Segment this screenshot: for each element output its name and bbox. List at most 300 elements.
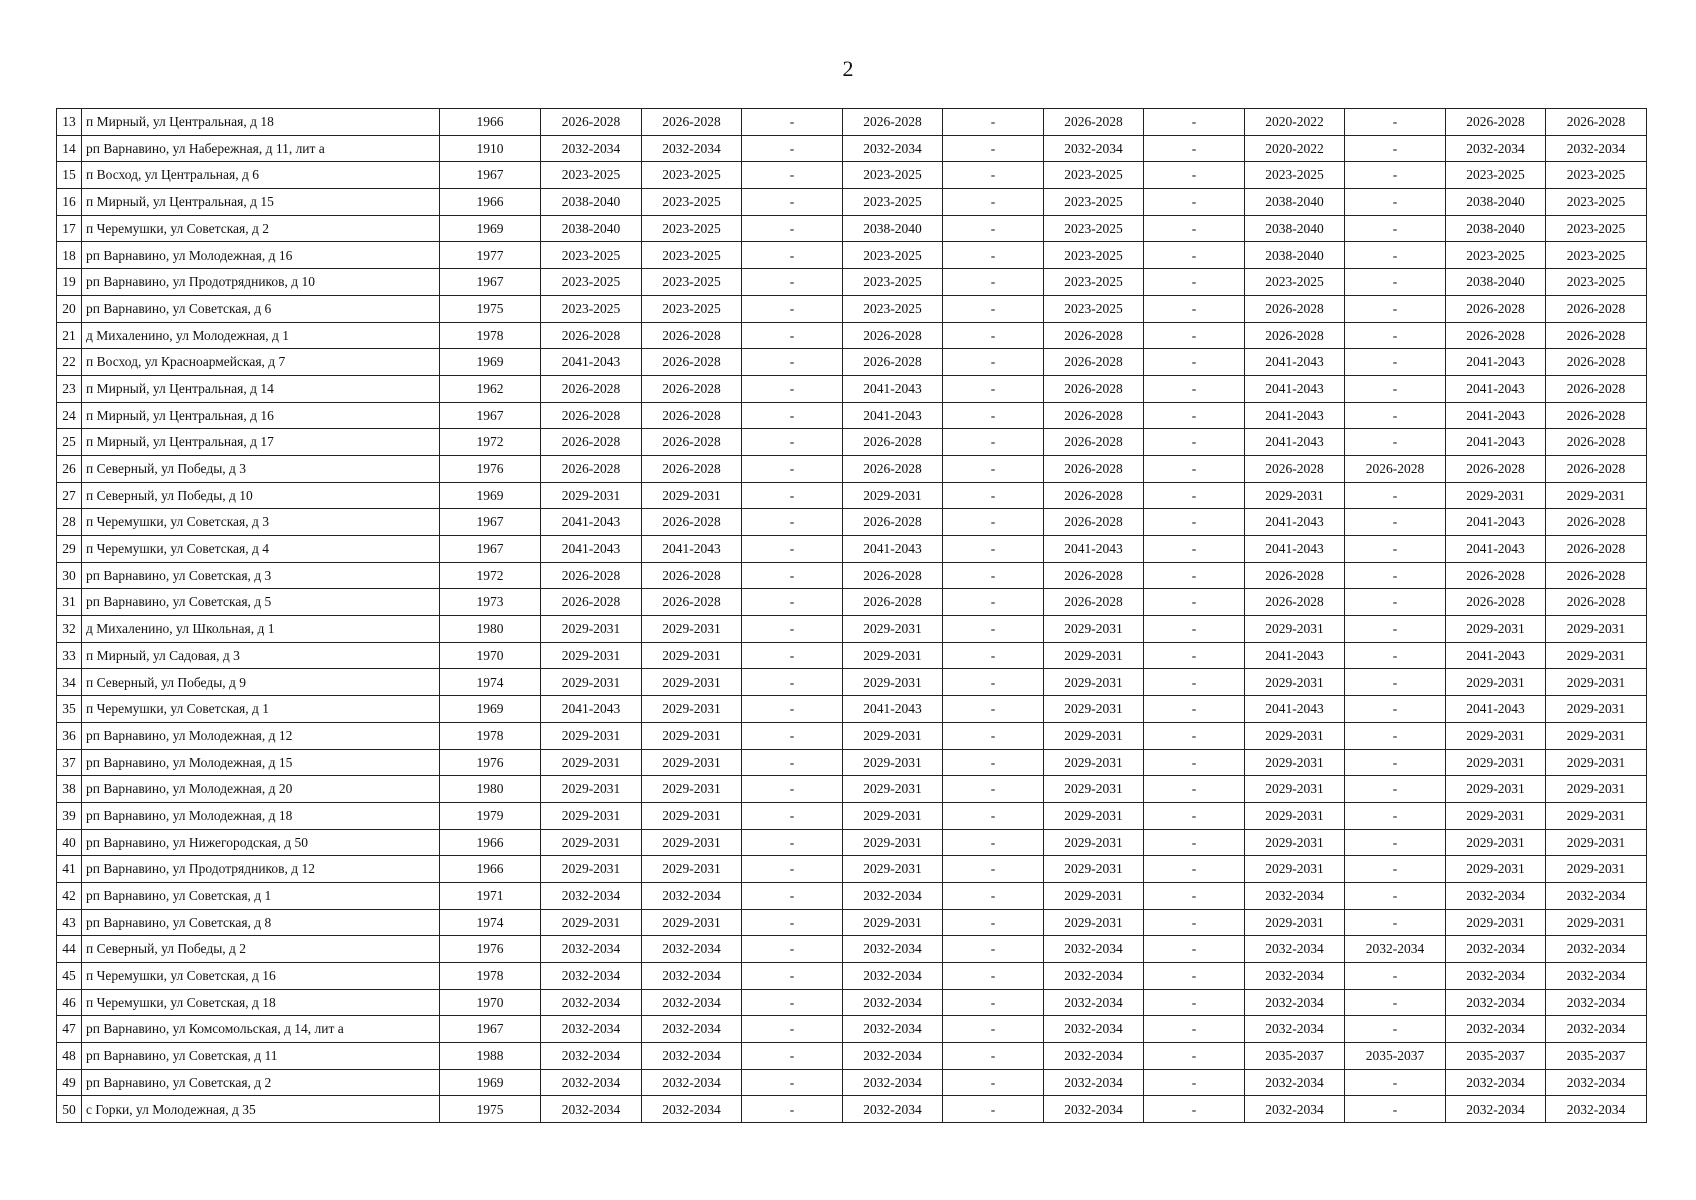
- period-cell: -: [943, 909, 1044, 936]
- address-cell: п Мирный, ул Центральная, д 18: [82, 109, 440, 136]
- period-cell: 2029-2031: [1245, 802, 1345, 829]
- address-cell: рп Варнавино, ул Молодежная, д 20: [82, 776, 440, 803]
- period-cell: 2026-2028: [642, 349, 742, 376]
- address-cell: д Михаленино, ул Школьная, д 1: [82, 616, 440, 643]
- period-cell: 2023-2025: [1245, 269, 1345, 296]
- period-cell: 2029-2031: [1446, 909, 1546, 936]
- period-cell: 2032-2034: [541, 1016, 642, 1043]
- table-row: [57, 242, 1647, 269]
- row-number-cell: 30: [57, 562, 82, 589]
- row-number-cell: 13: [57, 109, 82, 136]
- period-cell: 2029-2031: [1446, 829, 1546, 856]
- period-cell: 2032-2034: [541, 882, 642, 909]
- row-number-cell: 22: [57, 349, 82, 376]
- period-cell: -: [742, 482, 843, 509]
- period-cell: -: [1144, 189, 1245, 216]
- period-cell: 2026-2028: [1546, 509, 1647, 536]
- year-cell: 1980: [440, 616, 541, 643]
- address-cell: п Мирный, ул Центральная, д 16: [82, 402, 440, 429]
- period-cell: 2026-2028: [1044, 589, 1144, 616]
- period-cell: -: [943, 349, 1044, 376]
- period-cell: 2032-2034: [642, 1096, 742, 1123]
- period-cell: 2026-2028: [1044, 455, 1144, 482]
- period-cell: -: [943, 455, 1044, 482]
- period-cell: 2032-2034: [843, 1096, 943, 1123]
- period-cell: 2026-2028: [642, 322, 742, 349]
- period-cell: 2023-2025: [1044, 295, 1144, 322]
- period-cell: 2029-2031: [1044, 722, 1144, 749]
- period-cell: 2029-2031: [1245, 829, 1345, 856]
- period-cell: 2032-2034: [843, 1069, 943, 1096]
- year-cell: 1971: [440, 882, 541, 909]
- period-cell: -: [1345, 109, 1446, 136]
- period-cell: 2029-2031: [1546, 856, 1647, 883]
- period-cell: 2029-2031: [1044, 696, 1144, 723]
- row-number-cell: 29: [57, 536, 82, 563]
- period-cell: -: [742, 1016, 843, 1043]
- period-cell: 2032-2034: [1044, 1016, 1144, 1043]
- period-cell: 2032-2034: [642, 882, 742, 909]
- year-cell: 1967: [440, 1016, 541, 1043]
- period-cell: 2029-2031: [843, 616, 943, 643]
- table-row: [57, 455, 1647, 482]
- period-cell: 2032-2034: [541, 1043, 642, 1070]
- period-cell: 2032-2034: [642, 1069, 742, 1096]
- period-cell: 2029-2031: [1546, 642, 1647, 669]
- period-cell: -: [742, 269, 843, 296]
- address-cell: д Михаленино, ул Молодежная, д 1: [82, 322, 440, 349]
- period-cell: 2041-2043: [642, 536, 742, 563]
- period-cell: 2029-2031: [1044, 669, 1144, 696]
- period-cell: 2032-2034: [843, 882, 943, 909]
- period-cell: 2029-2031: [1546, 909, 1647, 936]
- period-cell: -: [1144, 375, 1245, 402]
- period-cell: 2026-2028: [642, 455, 742, 482]
- period-cell: -: [1345, 776, 1446, 803]
- row-number-cell: 37: [57, 749, 82, 776]
- period-cell: 2029-2031: [1044, 749, 1144, 776]
- period-cell: 2029-2031: [1446, 802, 1546, 829]
- period-cell: 2032-2034: [843, 936, 943, 963]
- row-number-cell: 15: [57, 162, 82, 189]
- period-cell: -: [1144, 829, 1245, 856]
- period-cell: 2026-2028: [642, 562, 742, 589]
- period-cell: 2023-2025: [642, 295, 742, 322]
- table-row: [57, 1096, 1647, 1123]
- period-cell: -: [943, 669, 1044, 696]
- period-cell: -: [742, 215, 843, 242]
- row-number-cell: 42: [57, 882, 82, 909]
- period-cell: -: [1144, 1096, 1245, 1123]
- period-cell: 2041-2043: [1044, 536, 1144, 563]
- period-cell: -: [1345, 989, 1446, 1016]
- address-cell: рп Варнавино, ул Продотрядников, д 10: [82, 269, 440, 296]
- period-cell: 2032-2034: [642, 135, 742, 162]
- period-cell: 2029-2031: [1245, 722, 1345, 749]
- row-number-cell: 49: [57, 1069, 82, 1096]
- year-cell: 1966: [440, 829, 541, 856]
- period-cell: 2029-2031: [1044, 829, 1144, 856]
- period-cell: 2032-2034: [642, 1043, 742, 1070]
- period-cell: -: [742, 375, 843, 402]
- period-cell: 2026-2028: [541, 562, 642, 589]
- period-cell: 2032-2034: [1245, 1096, 1345, 1123]
- period-cell: 2023-2025: [843, 295, 943, 322]
- period-cell: 2029-2031: [1044, 616, 1144, 643]
- year-cell: 1966: [440, 109, 541, 136]
- period-cell: -: [742, 749, 843, 776]
- period-cell: 2041-2043: [1446, 375, 1546, 402]
- period-cell: -: [742, 722, 843, 749]
- period-cell: -: [1144, 669, 1245, 696]
- period-cell: 2023-2025: [1044, 189, 1144, 216]
- period-cell: 2026-2028: [1044, 509, 1144, 536]
- year-cell: 1967: [440, 509, 541, 536]
- period-cell: 2026-2028: [1546, 455, 1647, 482]
- table-row: [57, 269, 1647, 296]
- period-cell: 2026-2028: [1446, 295, 1546, 322]
- period-cell: -: [943, 616, 1044, 643]
- period-cell: 2029-2031: [1546, 616, 1647, 643]
- period-cell: 2029-2031: [1546, 749, 1647, 776]
- period-cell: -: [1345, 295, 1446, 322]
- period-cell: 2041-2043: [541, 696, 642, 723]
- period-cell: 2023-2025: [1044, 242, 1144, 269]
- address-cell: рп Варнавино, ул Нижегородская, д 50: [82, 829, 440, 856]
- table-row: [57, 322, 1647, 349]
- period-cell: 2032-2034: [1546, 1016, 1647, 1043]
- year-cell: 1970: [440, 989, 541, 1016]
- period-cell: -: [943, 429, 1044, 456]
- year-cell: 1978: [440, 322, 541, 349]
- period-cell: -: [943, 162, 1044, 189]
- row-number-cell: 28: [57, 509, 82, 536]
- period-cell: 2026-2028: [1044, 109, 1144, 136]
- row-number-cell: 16: [57, 189, 82, 216]
- period-cell: 2035-2037: [1546, 1043, 1647, 1070]
- period-cell: 2032-2034: [1245, 963, 1345, 990]
- period-cell: -: [1144, 135, 1245, 162]
- period-cell: 2041-2043: [843, 375, 943, 402]
- period-cell: 2029-2031: [642, 616, 742, 643]
- period-cell: 2029-2031: [541, 482, 642, 509]
- period-cell: 2029-2031: [642, 909, 742, 936]
- period-cell: -: [742, 189, 843, 216]
- period-cell: -: [742, 989, 843, 1016]
- period-cell: 2023-2025: [642, 189, 742, 216]
- period-cell: -: [742, 109, 843, 136]
- table-row: [57, 109, 1647, 136]
- address-cell: с Горки, ул Молодежная, д 35: [82, 1096, 440, 1123]
- table-row: [57, 135, 1647, 162]
- period-cell: 2026-2028: [1245, 562, 1345, 589]
- period-cell: 2029-2031: [1446, 669, 1546, 696]
- period-cell: -: [943, 642, 1044, 669]
- period-cell: -: [1345, 562, 1446, 589]
- period-cell: -: [943, 936, 1044, 963]
- period-cell: 2038-2040: [1446, 269, 1546, 296]
- period-cell: 2032-2034: [642, 963, 742, 990]
- period-cell: 2032-2034: [843, 963, 943, 990]
- period-cell: -: [1345, 509, 1446, 536]
- period-cell: 2032-2034: [843, 135, 943, 162]
- period-cell: -: [943, 1043, 1044, 1070]
- table-row: [57, 829, 1647, 856]
- period-cell: -: [1144, 1069, 1245, 1096]
- period-cell: 2029-2031: [1546, 722, 1647, 749]
- period-cell: 2029-2031: [541, 856, 642, 883]
- table-row: [57, 189, 1647, 216]
- period-cell: 2029-2031: [1546, 802, 1647, 829]
- period-cell: 2029-2031: [1245, 776, 1345, 803]
- period-cell: 2029-2031: [1446, 856, 1546, 883]
- period-cell: -: [1345, 589, 1446, 616]
- period-cell: 2023-2025: [843, 269, 943, 296]
- table-row: [57, 936, 1647, 963]
- period-cell: -: [943, 269, 1044, 296]
- table-row: [57, 215, 1647, 242]
- period-cell: -: [742, 1096, 843, 1123]
- row-number-cell: 45: [57, 963, 82, 990]
- period-cell: -: [1144, 776, 1245, 803]
- period-cell: 2038-2040: [1245, 215, 1345, 242]
- table-row: [57, 642, 1647, 669]
- period-cell: 2023-2025: [1546, 215, 1647, 242]
- period-cell: 2029-2031: [843, 909, 943, 936]
- period-cell: -: [1345, 482, 1446, 509]
- period-cell: -: [943, 536, 1044, 563]
- period-cell: 2026-2028: [1546, 536, 1647, 563]
- period-cell: 2029-2031: [642, 696, 742, 723]
- period-cell: -: [742, 402, 843, 429]
- row-number-cell: 18: [57, 242, 82, 269]
- address-cell: п Мирный, ул Центральная, д 15: [82, 189, 440, 216]
- period-cell: -: [1144, 1016, 1245, 1043]
- period-cell: 2038-2040: [1245, 242, 1345, 269]
- period-cell: -: [742, 829, 843, 856]
- period-cell: -: [1345, 349, 1446, 376]
- period-cell: 2029-2031: [642, 802, 742, 829]
- period-cell: -: [943, 776, 1044, 803]
- period-cell: -: [943, 402, 1044, 429]
- period-cell: 2029-2031: [1245, 669, 1345, 696]
- period-cell: -: [1144, 616, 1245, 643]
- period-cell: 2038-2040: [1245, 189, 1345, 216]
- table-row: [57, 989, 1647, 1016]
- period-cell: -: [1144, 162, 1245, 189]
- period-cell: -: [1345, 642, 1446, 669]
- period-cell: 2026-2028: [1546, 322, 1647, 349]
- period-cell: 2032-2034: [1446, 1096, 1546, 1123]
- period-cell: 2023-2025: [1044, 215, 1144, 242]
- period-cell: 2032-2034: [541, 936, 642, 963]
- row-number-cell: 43: [57, 909, 82, 936]
- period-cell: -: [1144, 109, 1245, 136]
- row-number-cell: 21: [57, 322, 82, 349]
- period-cell: 2041-2043: [1245, 349, 1345, 376]
- period-cell: 2023-2025: [1546, 162, 1647, 189]
- table-row: [57, 349, 1647, 376]
- year-cell: 1969: [440, 1069, 541, 1096]
- address-cell: рп Варнавино, ул Советская, д 3: [82, 562, 440, 589]
- period-cell: 2032-2034: [843, 1016, 943, 1043]
- period-cell: 2032-2034: [1044, 989, 1144, 1016]
- table-row: [57, 536, 1647, 563]
- period-cell: 2029-2031: [843, 722, 943, 749]
- period-cell: 2032-2034: [541, 1069, 642, 1096]
- year-cell: 1978: [440, 963, 541, 990]
- address-cell: п Северный, ул Победы, д 9: [82, 669, 440, 696]
- address-cell: рп Варнавино, ул Советская, д 1: [82, 882, 440, 909]
- year-cell: 1980: [440, 776, 541, 803]
- table-row: [57, 375, 1647, 402]
- period-cell: 2026-2028: [843, 589, 943, 616]
- table-row: [57, 856, 1647, 883]
- period-cell: 2032-2034: [642, 989, 742, 1016]
- period-cell: 2026-2028: [1546, 562, 1647, 589]
- period-cell: 2023-2025: [843, 242, 943, 269]
- address-cell: п Восход, ул Центральная, д 6: [82, 162, 440, 189]
- period-cell: 2032-2034: [1245, 882, 1345, 909]
- period-cell: 2038-2040: [1446, 189, 1546, 216]
- period-cell: 2026-2028: [541, 322, 642, 349]
- period-cell: 2026-2028: [1546, 589, 1647, 616]
- period-cell: 2041-2043: [1245, 375, 1345, 402]
- period-cell: 2032-2034: [1446, 882, 1546, 909]
- period-cell: 2029-2031: [843, 642, 943, 669]
- period-cell: 2023-2025: [642, 162, 742, 189]
- table-row: [57, 295, 1647, 322]
- period-cell: 2032-2034: [1546, 989, 1647, 1016]
- period-cell: 2032-2034: [1044, 135, 1144, 162]
- period-cell: 2029-2031: [541, 909, 642, 936]
- period-cell: -: [943, 856, 1044, 883]
- period-cell: -: [943, 1096, 1044, 1123]
- period-cell: 2023-2025: [1546, 242, 1647, 269]
- period-cell: 2029-2031: [1546, 829, 1647, 856]
- period-cell: 2026-2028: [843, 429, 943, 456]
- table-row: [57, 802, 1647, 829]
- year-cell: 1988: [440, 1043, 541, 1070]
- period-cell: -: [742, 242, 843, 269]
- table-row: [57, 722, 1647, 749]
- period-cell: -: [1144, 402, 1245, 429]
- period-cell: 2023-2025: [642, 215, 742, 242]
- period-cell: -: [1144, 295, 1245, 322]
- period-cell: 2023-2025: [642, 269, 742, 296]
- period-cell: -: [1345, 215, 1446, 242]
- period-cell: 2041-2043: [1446, 402, 1546, 429]
- period-cell: -: [943, 589, 1044, 616]
- period-cell: 2020-2022: [1245, 135, 1345, 162]
- period-cell: 2026-2028: [1546, 295, 1647, 322]
- period-cell: -: [943, 829, 1044, 856]
- period-cell: 2026-2028: [642, 509, 742, 536]
- period-cell: 2032-2034: [843, 989, 943, 1016]
- period-cell: -: [742, 509, 843, 536]
- period-cell: 2029-2031: [1446, 482, 1546, 509]
- period-cell: -: [742, 776, 843, 803]
- row-number-cell: 36: [57, 722, 82, 749]
- period-cell: -: [742, 562, 843, 589]
- row-number-cell: 14: [57, 135, 82, 162]
- period-cell: 2032-2034: [541, 989, 642, 1016]
- period-cell: 2035-2037: [1446, 1043, 1546, 1070]
- period-cell: 2032-2034: [1044, 1069, 1144, 1096]
- period-cell: -: [742, 856, 843, 883]
- address-cell: п Мирный, ул Садовая, д 3: [82, 642, 440, 669]
- period-cell: 2026-2028: [1044, 375, 1144, 402]
- period-cell: -: [742, 696, 843, 723]
- period-cell: 2026-2028: [1546, 375, 1647, 402]
- row-number-cell: 50: [57, 1096, 82, 1123]
- period-cell: 2032-2034: [1546, 135, 1647, 162]
- row-number-cell: 32: [57, 616, 82, 643]
- address-cell: п Черемушки, ул Советская, д 18: [82, 989, 440, 1016]
- period-cell: -: [1345, 536, 1446, 563]
- period-cell: 2029-2031: [843, 829, 943, 856]
- period-cell: 2041-2043: [1446, 429, 1546, 456]
- period-cell: -: [1144, 856, 1245, 883]
- year-cell: 1974: [440, 909, 541, 936]
- period-cell: 2041-2043: [843, 402, 943, 429]
- year-cell: 1976: [440, 455, 541, 482]
- period-cell: 2023-2025: [1446, 242, 1546, 269]
- period-cell: -: [1345, 909, 1446, 936]
- period-cell: -: [742, 963, 843, 990]
- period-cell: 2026-2028: [541, 429, 642, 456]
- period-cell: -: [1144, 455, 1245, 482]
- period-cell: -: [1144, 1043, 1245, 1070]
- period-cell: -: [943, 109, 1044, 136]
- period-cell: -: [943, 722, 1044, 749]
- year-cell: 1977: [440, 242, 541, 269]
- year-cell: 1974: [440, 669, 541, 696]
- period-cell: 2029-2031: [541, 669, 642, 696]
- period-cell: 2026-2028: [1546, 402, 1647, 429]
- period-cell: 2029-2031: [1546, 696, 1647, 723]
- period-cell: 2032-2034: [1546, 936, 1647, 963]
- period-cell: 2026-2028: [642, 429, 742, 456]
- period-cell: -: [1345, 722, 1446, 749]
- period-cell: 2029-2031: [1446, 749, 1546, 776]
- table-row: [57, 1043, 1647, 1070]
- period-cell: 2026-2028: [541, 455, 642, 482]
- period-cell: 2029-2031: [541, 749, 642, 776]
- period-cell: 2026-2028: [642, 589, 742, 616]
- period-cell: -: [1144, 589, 1245, 616]
- period-cell: 2026-2028: [1546, 429, 1647, 456]
- period-cell: 2032-2034: [1546, 1069, 1647, 1096]
- period-cell: -: [943, 802, 1044, 829]
- period-cell: 2026-2028: [1044, 322, 1144, 349]
- period-cell: 2023-2025: [541, 242, 642, 269]
- period-cell: 2041-2043: [541, 536, 642, 563]
- period-cell: -: [1144, 642, 1245, 669]
- period-cell: 2026-2028: [1446, 589, 1546, 616]
- address-cell: рп Варнавино, ул Советская, д 6: [82, 295, 440, 322]
- period-cell: -: [742, 909, 843, 936]
- period-cell: 2032-2034: [642, 1016, 742, 1043]
- period-cell: -: [1144, 322, 1245, 349]
- period-cell: -: [943, 562, 1044, 589]
- period-cell: -: [742, 1069, 843, 1096]
- row-number-cell: 23: [57, 375, 82, 402]
- address-cell: п Северный, ул Победы, д 2: [82, 936, 440, 963]
- period-cell: -: [943, 749, 1044, 776]
- period-cell: 2029-2031: [541, 722, 642, 749]
- table-row: [57, 589, 1647, 616]
